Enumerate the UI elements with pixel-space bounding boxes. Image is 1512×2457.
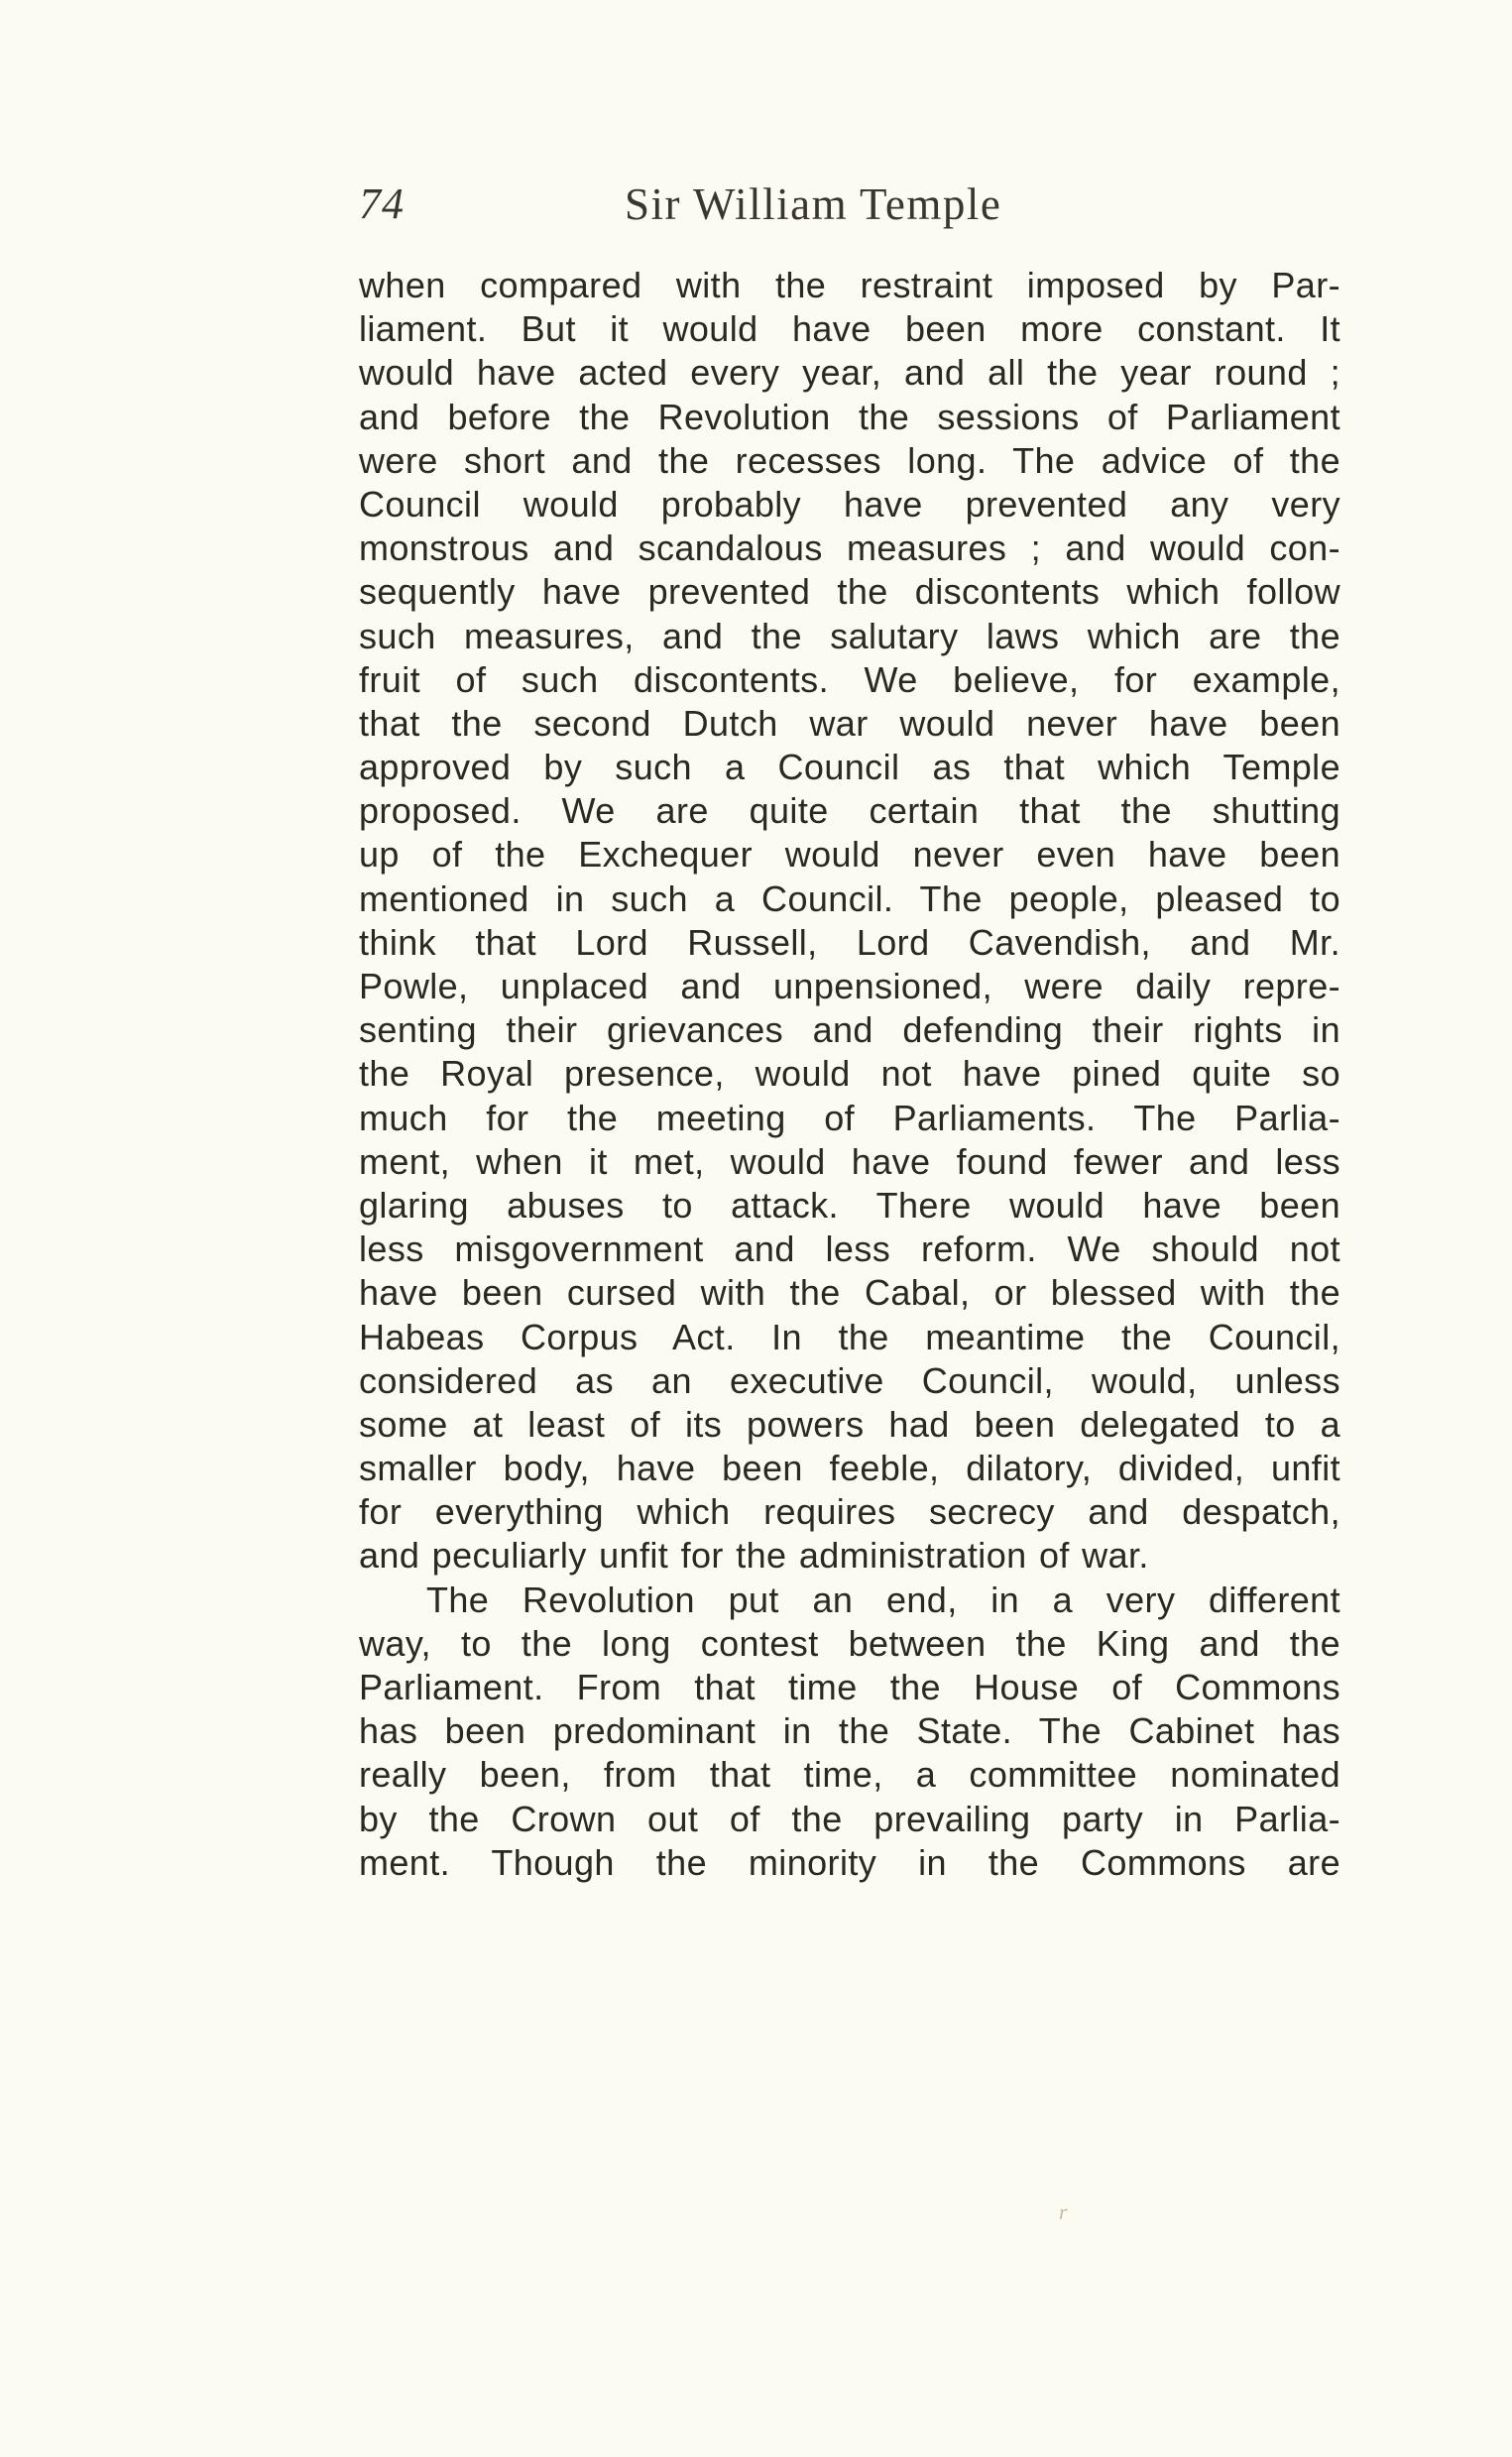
text-line: approved by such a Council as that which Temple (359, 747, 1340, 788)
text-line: such measures, and the salutary laws which are the (359, 615, 1340, 656)
text-line: ment, when it met, would have found fewer and less (359, 1140, 1340, 1182)
running-title: Sir William Temple (625, 179, 1002, 229)
text-line: Council would probably have prevented any very (359, 483, 1340, 525)
text-line: that the second Dutch war would never have been (359, 702, 1340, 744)
text-line: some at least of its powers had been delegated to a (359, 1403, 1340, 1445)
text-line: Powle, unplaced and unpensioned, were daily repre- (359, 966, 1340, 1006)
text-line: monstrous and scandalous measures ; and would con- (359, 527, 1340, 569)
text-line: really been, from that time, a committee nominated (359, 1754, 1340, 1796)
text-line: considered as an executive Council, would, unless (359, 1359, 1340, 1401)
text-line: proposed. We are quite certain that the shutting (359, 790, 1340, 832)
text-line: liament. But it would have been more constant. It (359, 308, 1340, 350)
text-line: mentioned in such a Council. The people, pleased to (359, 878, 1340, 919)
text-line: Habeas Corpus Act. In the meantime the Council, (359, 1316, 1340, 1357)
paragraph-start-line: The Revolution put an end, in a very different (426, 1579, 1340, 1620)
text-line: the Royal presence, would not have pined quite so (359, 1053, 1340, 1095)
text-line: would have acted every year, and all the year round ; (359, 352, 1340, 394)
text-line: Parliament. From that time the House of Commons (359, 1667, 1340, 1707)
text-line: were short and the recesses long. The advice of the (359, 439, 1340, 481)
text-line: way, to the long contest between the King and the (359, 1622, 1340, 1664)
stray-ink-mark: r (1059, 2199, 1068, 2224)
text-line: and before the Revolution the sessions of Parliament (359, 396, 1340, 437)
body-text (359, 264, 1340, 1885)
text-line: sequently have prevented the discontents which follow (359, 571, 1340, 613)
text-line: fruit of such discontents. We believe, for example, (359, 658, 1340, 700)
text-line: senting their grievances and defending their rights in (359, 1009, 1340, 1051)
text-line: glaring abuses to attack. There would have been (359, 1184, 1340, 1226)
text-line: less misgovernment and less reform. We should not (359, 1228, 1340, 1270)
text-line: up of the Exchequer would never even have been (359, 834, 1340, 876)
page-number: 74 (359, 179, 405, 228)
text-line: much for the meeting of Parliaments. The Parlia- (359, 1097, 1340, 1138)
paragraph-end-line: and peculiarly unfit for the administration of war. (359, 1535, 1149, 1577)
running-head (359, 175, 1075, 234)
text-line: by the Crown out of the prevailing party in Parlia- (359, 1798, 1340, 1839)
text-line: for everything which requires secrecy and despatch, (359, 1491, 1340, 1533)
text-line: when compared with the restraint imposed by Par- (359, 265, 1340, 305)
text-line: ment. Though the minority in the Commons are (359, 1841, 1340, 1883)
text-line: think that Lord Russell, Lord Cavendish, and Mr. (359, 921, 1340, 963)
text-line: has been predominant in the State. The Cabinet has (359, 1710, 1340, 1752)
text-line: smaller body, have been feeble, dilatory, divided, unfit (359, 1448, 1340, 1489)
text-line: have been cursed with the Cabal, or blessed with the (359, 1272, 1340, 1314)
